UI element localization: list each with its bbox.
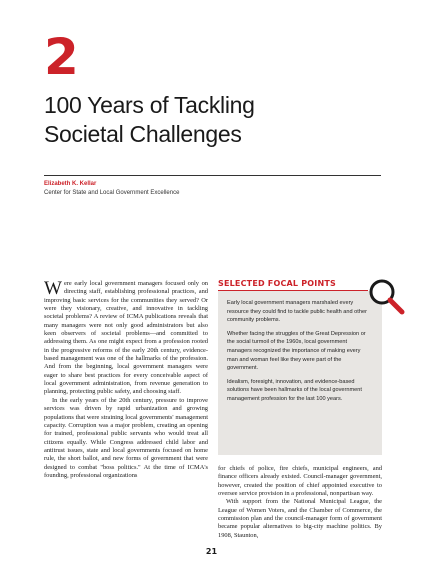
sidebar-item: Early local government managers marshaled every resource they could find to tackle public health and other community problems.	[227, 300, 367, 324]
sidebar-heading: SELECTED FOCAL POINTS	[218, 279, 336, 288]
author-affiliation: Center for State and Local Government Excellence	[44, 190, 180, 196]
author-rule	[44, 175, 381, 176]
body-paragraph	[44, 280, 208, 397]
author-name: Elizabeth K. Kellar	[44, 181, 97, 187]
paragraph-text: ere early local government managers focused only on directing staff, establishing professional practices, and improving basic services for the communities they served? Or were they visionary, creative, and innovative in tackling societal problems? A review of ICMA publications reveals that many managers were not only good administrators but also keen observers of societal problems—and committed to addressing them. As one might expect from a profession rooted in the progressive reforms of the early 20th century, evidence-based management was one of the hallmarks of the profession. And from the beginning, local government managers were eager to share best practices for every conceivable aspect of local government administration, from revenue generation to planning, protecting public safety, and choosing staff.	[44, 280, 208, 396]
body-paragraph: With support from the National Municipal League, the League of Women Voters, and the Chamber of Commerce, the commission plan and the council-manager form of government became popular alternatives to big-city machine politics. By 1908, Staunton,	[218, 498, 382, 539]
chapter-title	[44, 91, 384, 149]
body-column-left	[44, 280, 208, 480]
sidebar-item: Whether facing the struggles of the Great Depression or the social turmoil of the 1960s, local government managers recognized the importance of making every man and woman feel like they were part of the government.	[227, 330, 366, 372]
selected-focal-points-sidebar	[218, 279, 382, 455]
body-column-right	[218, 465, 382, 540]
drop-cap: W	[44, 278, 62, 299]
chapter-number: 2	[44, 28, 78, 86]
body-paragraph: for chiefs of police, fire chiefs, municipal engineers, and finance officers already existed. Council-manager government, however, created the position of chief appointed executive to oversee service provision in a professional, nonpartisan way.	[218, 465, 382, 498]
chapter-title-line-1: 100 Years of Tackling	[44, 92, 255, 118]
body-paragraph: In the early years of the 20th century, pressure to improve services was driven by rapid urbanization and growing populations that were straining local governments' management capacity. Corruption was a major problem, creating an opening for trained, professional public servants who would treat all citizens equally. While Congress addressed child labor and antitrust issues, state and local governments focused on home rule, the short ballot, and new forms of government that were designed to combat "boss politics." At the time of ICMA's founding, professional organizations	[44, 396, 208, 479]
page-number: 21	[205, 547, 218, 556]
chapter-title-line-2: Societal Challenges	[44, 121, 242, 147]
magnifying-glass-icon	[366, 276, 406, 316]
sidebar-item: Idealism, foresight, innovation, and evidence-based solutions have been hallmarks of the local government management profession for the last 100 years.	[227, 378, 362, 402]
sidebar-text	[227, 299, 367, 409]
